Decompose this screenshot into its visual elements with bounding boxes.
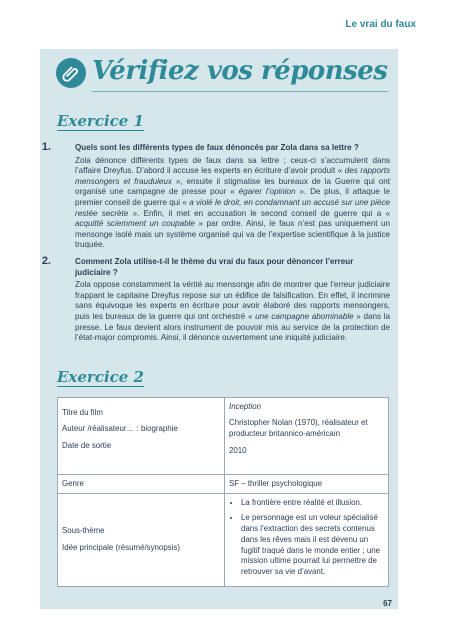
bullet-list <box>229 498 384 578</box>
table-row <box>58 494 389 587</box>
question-number: 1. <box>41 141 51 153</box>
film-table <box>57 397 389 587</box>
answer-text: Zola oppose constamment la vérité au mensonge afin de montrer que l’erreur judiciaire frappant le capitaine Dreyfus repose sur un édifice de falsification. En effet, il incrimine sans équivoque les experts en écriture pour avoir élaboré des rapports mensongers, puis les bureaux de la guerre qui ont orchestré « <box>75 280 390 321</box>
answer-2 <box>57 280 390 344</box>
label-film-title: Titre du film <box>62 407 103 417</box>
question-text: Comment Zola utilise-t-il le thème du vrai du faux pour dénoncer l’erreur judiciaire ? <box>75 256 354 277</box>
answer-text: », ensuite il stigmatise les bureaux de la Guerre qui ont organisé une campagne de presse pour « <box>75 176 390 197</box>
answer-1 <box>57 156 390 251</box>
title-underline <box>92 91 388 92</box>
answer-text: Zola dénonce différents types de faux dans sa lettre ; ceux-ci s’accumulent dans l’affaire Dreyfus. D’abord il accuse les experts en écriture d’avoir produit « <box>75 155 390 176</box>
answer-text: ». Enfin, il met en accusation le second conseil de guerre qui a « <box>128 208 390 218</box>
table-row <box>58 397 389 474</box>
answer-quote: une campagne abominable <box>255 311 354 321</box>
table-cell-bullets <box>225 494 389 587</box>
table-cell-labels <box>58 397 225 474</box>
question-2 <box>41 254 390 278</box>
answer-quote: acquitté sciemment un coupable <box>75 219 195 229</box>
table-cell-values <box>225 397 389 474</box>
answer-quote: égarer l’opinion <box>238 187 296 197</box>
table-cell-labels <box>58 494 225 587</box>
running-header: Le vrai du faux <box>345 19 416 30</box>
label-release-date: Date de sortie <box>62 441 112 451</box>
value-genre: SF – thriller psychologique <box>225 474 389 494</box>
answer-text: » dans la presse. Le faux devient alors instrument de pouvoir mis au service de la protection de l’état-major compromis. Ainsi, il dénonce ouvertement une iniquité judiciaire. <box>75 311 391 343</box>
list-item: • La frontière entre réalité et illusion. <box>241 498 384 509</box>
answer-text: » par ordre. Ainsi, le faux n’est pas uniquement un mensonge isolé mais un système organisé qui va de l’expertise scientifique à la justice truquée. <box>75 219 390 250</box>
label-genre: Genre <box>58 474 225 494</box>
paperclip-icon <box>61 63 81 83</box>
page-title: Vérifiez vos réponses <box>92 56 388 86</box>
paperclip-badge <box>56 58 86 88</box>
value-author: Christopher Nolan (1970), réalisateur et producteur britannico-américain <box>229 418 368 439</box>
exercice2-title: Exercice 2 <box>57 367 144 386</box>
answer-text: ». De plus, il attaque le premier conseil de guerre qui « <box>75 187 390 207</box>
question-text: Quels sont les différents types de faux dénoncés par Zola dans sa lettre ? <box>75 143 359 152</box>
question-number: 2. <box>41 254 51 267</box>
label-main-idea: Idée principale (résumé/synopsis) <box>62 543 180 553</box>
answer-quote: a violé le droit, en condamnant un accusé sur une pièce restée secrète <box>75 197 390 218</box>
answer-quote: des rapports mensongers et frauduleux <box>75 166 390 186</box>
exercice1-title: Exercice 1 <box>57 112 144 130</box>
list-item: • Le personnage est un voleur spécialisé dans l’extraction des secrets contenus dans les rêves mais il est devenu un fugitif traqué dans le monde entier ; une mission ultime pourrait lui permettre de retrouver sa vie d’avant. <box>241 513 384 578</box>
label-author: Auteur /réalisateur… : biographie <box>62 424 178 434</box>
page-number: 67 <box>383 599 392 608</box>
content-column <box>41 112 391 587</box>
value-film-title: Inception <box>229 401 262 411</box>
value-release-date: 2010 <box>229 446 247 456</box>
label-sub-theme: Sous-thème <box>62 526 105 536</box>
question-1 <box>41 141 390 154</box>
table-row <box>58 474 389 494</box>
